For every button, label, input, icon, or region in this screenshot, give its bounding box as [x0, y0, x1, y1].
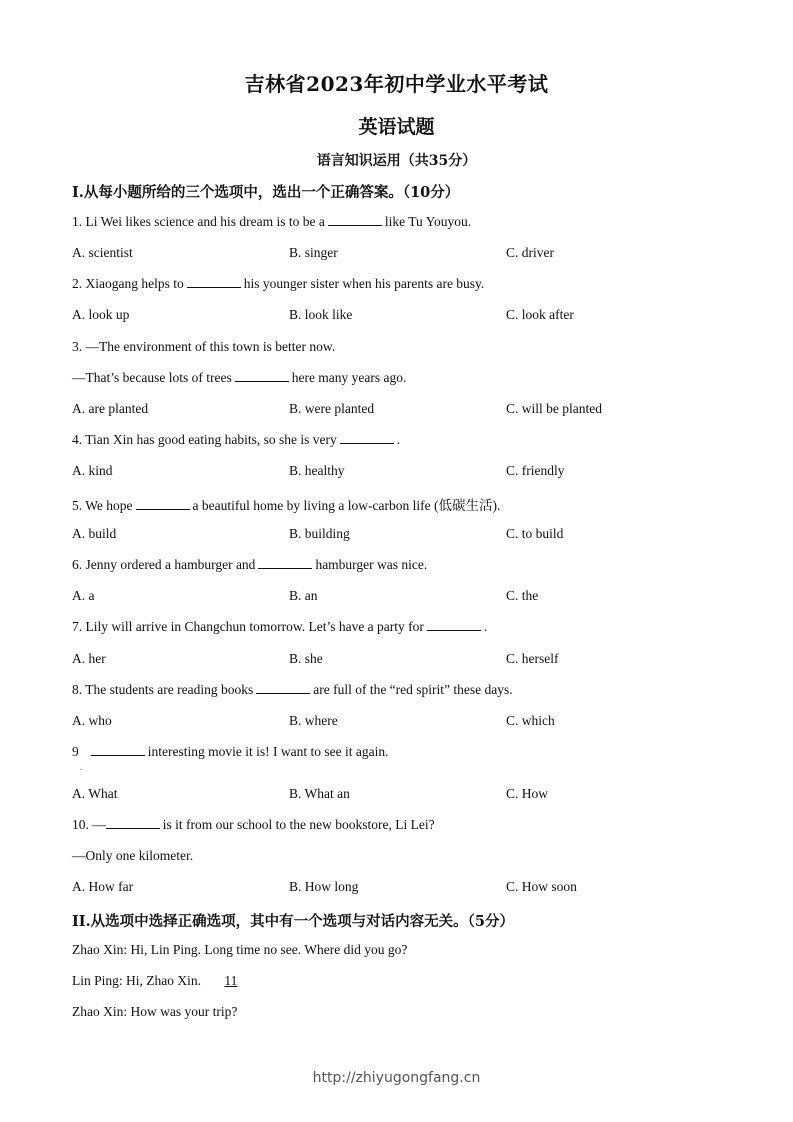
stray-dot: . [80, 763, 82, 772]
section-heading-2: II.从选项中选择正确选项，其中有一个选项与对话内容无关。（5分） [72, 913, 514, 930]
answer-blank [328, 214, 382, 226]
option-c: C. herself [506, 651, 559, 666]
option-b: B. building [289, 526, 350, 541]
dialogue-line-3: Zhao Xin: How was your trip? [72, 1004, 238, 1019]
answer-blank-11: 11 [224, 973, 238, 988]
option-b: B. singer [289, 245, 338, 260]
option-a: A. a [72, 588, 95, 603]
answer-blank [106, 817, 160, 829]
answer-blank [340, 432, 394, 444]
option-b: B. an [289, 588, 318, 603]
answer-blank [427, 619, 481, 631]
question-10-line-2: —Only one kilometer. [72, 848, 194, 863]
option-c: C. look after [506, 307, 574, 322]
question-10: 10. — is it from our school to the new bookstore, Li Lei? [72, 817, 435, 832]
option-c: C. How [506, 786, 549, 801]
part-heading: 语言知识运用（共35分） [316, 153, 477, 169]
question-3-line-1: 3. —The environment of this town is better now. [72, 339, 336, 354]
option-c: C. which [506, 713, 555, 728]
answer-blank [258, 557, 312, 569]
option-a: A. who [72, 713, 112, 728]
answer-blank [91, 744, 145, 756]
option-c: C. to build [506, 526, 564, 541]
option-a: A. kind [72, 463, 113, 478]
section-heading-1: I.从每小题所给的三个选项中，选出一个正确答案。（10分） [72, 184, 460, 201]
question-4: 4. Tian Xin has good eating habits, so she is very . [72, 432, 401, 447]
footer-url[interactable]: http://zhiyugongfang.cn [312, 1070, 481, 1086]
option-c: C. will be planted [506, 401, 602, 416]
question-1: 1. Li Wei likes science and his dream is to be a like Tu Youyou. [72, 214, 472, 229]
option-b: B. where [289, 713, 338, 728]
page-title: 吉林省2023年初中学业水平考试 [244, 72, 549, 96]
dialogue-line-1: Zhao Xin: Hi, Lin Ping. Long time no see. Where did you go? [72, 942, 408, 957]
option-a: A. are planted [72, 401, 149, 416]
dialogue-line-2: Lin Ping: Hi, Zhao Xin. 11 [72, 973, 255, 989]
option-b: B. What an [289, 786, 350, 801]
option-b: B. were planted [289, 401, 375, 416]
answer-blank [136, 498, 190, 510]
option-c: C. How soon [506, 879, 577, 894]
option-a: A. her [72, 651, 106, 666]
option-a: A. look up [72, 307, 130, 322]
question-2: 2. Xiaogang helps to his younger sister when his parents are busy. [72, 276, 485, 291]
answer-blank [235, 370, 289, 382]
option-a: A. scientist [72, 245, 133, 260]
question-7: 7. Lily will arrive in Changchun tomorrow. Let’s have a party for . [72, 619, 488, 634]
option-a: A. What [72, 786, 118, 801]
question-3: —That’s because lots of trees here many years ago. [72, 370, 407, 385]
answer-blank [256, 682, 310, 694]
question-8: 8. The students are reading books are full of the “red spirit” these days. [72, 682, 513, 697]
option-b: B. How long [289, 879, 359, 894]
option-c: C. the [506, 588, 539, 603]
option-a: A. How far [72, 879, 134, 894]
page-subtitle: 英语试题 [358, 116, 435, 138]
question-9: 9 interesting movie it is! I want to see it again. [72, 744, 389, 759]
option-b: B. look like [289, 307, 353, 322]
answer-blank [187, 276, 241, 288]
question-6: 6. Jenny ordered a hamburger and hamburger was nice. [72, 557, 428, 572]
option-b: B. she [289, 651, 323, 666]
option-c: C. driver [506, 245, 554, 260]
option-a: A. build [72, 526, 117, 541]
option-b: B. healthy [289, 463, 345, 478]
option-c: C. friendly [506, 463, 565, 478]
question-5: 5. We hope a beautiful home by living a low-carbon life (低碳生活). [72, 498, 501, 513]
